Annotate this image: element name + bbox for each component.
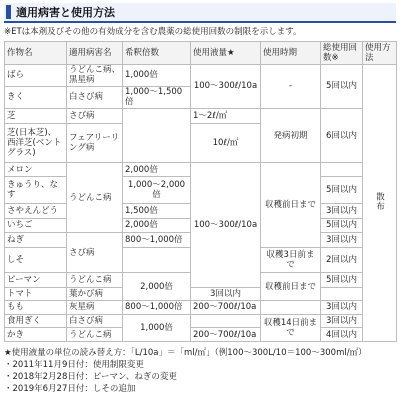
usage-limit-note: ※ETは本剤及びその他の有効成分を含む農薬の総使用回数の制限を示します。 [4,27,302,37]
table-row [5,328,397,342]
amount-cell: 100～300ℓ/10a [191,65,261,109]
crop-cell: いちご [5,218,67,233]
crop-cell: トマト [5,287,67,301]
timing-cell: 収穫前日まで [261,272,321,300]
disease-cell: うどんこ病、黒星病 [67,65,123,87]
count-cell: 3回以内 [321,314,363,328]
count-cell: 3回以内 [321,233,363,248]
header-method: 使用方法 [363,42,397,65]
disease-cell: うどんこ病 [67,328,123,342]
header-dilution: 希釈倍数 [123,42,191,65]
disease-cell: 白さび病 [67,314,123,328]
dilution-cell: 800～1,000倍 [123,233,191,248]
title-accent-bar [6,5,11,19]
timing-cell: 収穫14日前まで [261,314,321,341]
table-row [5,65,397,87]
header-amount: 使用液量★ [191,42,261,65]
count-cell: 4回以内 [321,328,363,342]
crop-cell: しそ [5,247,67,272]
table-row [5,314,397,328]
count-cell: 3回以内 [321,203,363,218]
count-cell: 5回以内 [321,218,363,233]
count-cell: 3回以内 [321,301,363,315]
header-disease: 適用病害名 [67,42,123,65]
application-table [4,41,397,342]
disease-cell: 灰星病 [67,301,123,315]
timing-cell: - [261,65,321,109]
crop-cell: メロン [5,163,67,177]
disease-cell: さび病 [67,233,123,273]
crop-cell: さやえんどう [5,203,67,218]
amount-cell: 1～2ℓ/㎡ [191,108,261,123]
header-crop: 作物名 [5,42,67,65]
dilution-cell: 1,000～2,000倍 [123,176,191,203]
disease-cell: うどんこ病 [67,272,123,287]
dilution-cell: 2,000倍 [123,272,191,300]
disease-cell: 白さび病 [67,86,123,108]
timing-cell: 収穫前日まで [261,163,321,248]
revision-note: ・2011年11月9日付：使用制限変更 [4,360,144,370]
count-cell [321,163,363,177]
count-cell: 5回以内 [321,65,363,109]
dilution-cell: 800～1,000倍 [123,301,191,315]
crop-cell: もも [5,301,67,315]
amount-cell: 100～300ℓ/10a [191,163,261,287]
crop-cell: 芝 [5,108,67,123]
table-row [5,163,397,177]
disease-cell: フェアリーリング病 [67,123,123,163]
amount-cell [191,314,261,328]
crop-cell: ばら [5,65,67,87]
disease-cell: さび病 [67,108,123,123]
amount-cell: 200～700ℓ/10a [191,328,261,342]
unit-conversion-note: ★使用液量の単位の読み替え方：「L/10a」＝「ml/㎡」（例100～300L/10＝100～300ml/㎡） [4,348,367,358]
count-cell: 5回以内 [321,176,363,203]
revision-note: ・2018年2月28日付：ピーマン、ねぎの変更 [4,372,177,382]
amount-cell: 200～700ℓ/10a [191,301,261,315]
dilution-cell [123,108,191,162]
crop-cell: きゅうり、なす [5,176,67,203]
crop-cell: ピーマン [5,272,67,287]
count-cell: 6回以内 [321,108,363,162]
timing-cell: 発病初期 [261,108,321,162]
dilution-cell: 2,000倍 [123,163,191,177]
amount-cell: 10ℓ/㎡ [191,123,261,163]
crop-cell: 芝(日本芝)、西洋芝(ベントグラス) [5,123,67,163]
dilution-cell: 1,000～1,500倍 [123,86,191,108]
disease-cell: うどんこ病 [67,163,123,233]
timing-cell: 収穫3日前まで [261,247,321,272]
table-row [5,108,397,123]
section-title: 適用病害と使用方法 [16,6,115,19]
section-title-bar [4,3,396,23]
method-cell [363,65,397,342]
method-text: 散布 [374,192,385,211]
footer-notes [4,347,396,395]
timing-cell [261,301,321,315]
count-cell: 2回以内 [321,247,363,272]
crop-cell: かき [5,328,67,342]
dilution-cell: 1,000倍 [123,314,191,341]
count-cell: 3回以内 [191,287,261,301]
dilution-cell: 2,000倍 [123,218,191,233]
dilution-cell: 1,500倍 [123,203,191,218]
dilution-cell [123,247,191,272]
table-row [5,301,397,315]
header-count: 総使用回数※ [321,42,363,65]
disease-cell: 葉かび病 [67,287,123,301]
count-cell: 5回以内 [321,272,363,287]
table-header-row [5,42,397,65]
dilution-cell: 1,000倍 [123,65,191,87]
revision-note: ・2019年6月27日付：しその追加 [4,384,136,394]
table-row [5,287,397,301]
crop-cell: 食用ぎく [5,314,67,328]
crop-cell: ねぎ [5,233,67,248]
crop-cell: きく [5,86,67,108]
header-timing: 使用時期 [261,42,321,65]
